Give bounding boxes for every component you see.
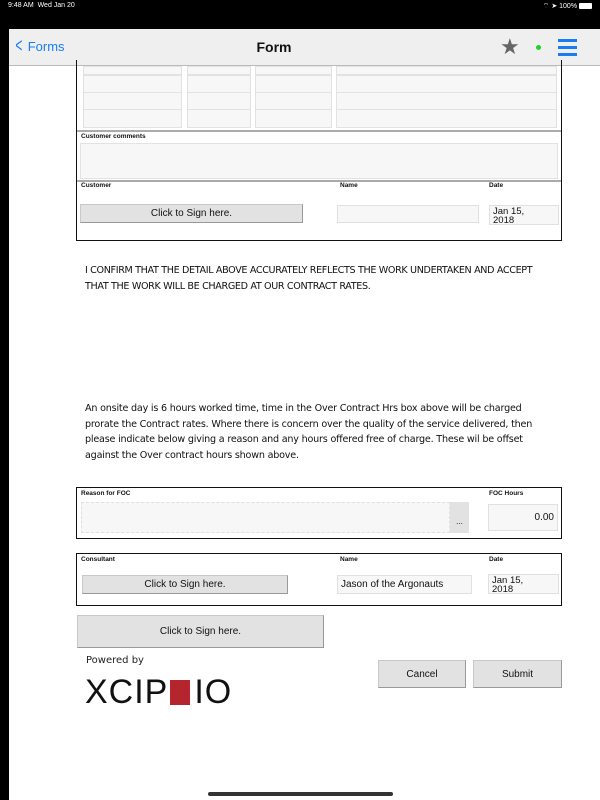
table-cell[interactable] bbox=[187, 66, 251, 75]
table-cell[interactable] bbox=[255, 66, 332, 75]
status-date: Wed Jan 20 bbox=[37, 2, 75, 9]
table-cell[interactable] bbox=[336, 92, 557, 110]
status-bar bbox=[0, 0, 600, 12]
consultant-sign-button[interactable]: Click to Sign here. bbox=[82, 575, 288, 594]
chevron-left-icon: < bbox=[15, 35, 23, 57]
page-title: Form bbox=[256, 39, 292, 55]
table-cell[interactable] bbox=[83, 92, 182, 110]
table-cell[interactable] bbox=[336, 109, 557, 128]
reason-more-button[interactable]: ... bbox=[450, 502, 469, 533]
table-cell[interactable] bbox=[255, 75, 332, 93]
foc-hours-label: FOC Hours bbox=[489, 490, 524, 497]
reason-input[interactable] bbox=[81, 502, 450, 533]
table-cell[interactable] bbox=[187, 75, 251, 93]
name-label: Name bbox=[340, 182, 358, 189]
status-time: 9:48 AM bbox=[8, 2, 34, 9]
consultant-date-label: Date bbox=[489, 556, 504, 563]
comments-label: Customer comments bbox=[81, 133, 146, 140]
comments-input[interactable] bbox=[80, 143, 558, 179]
powered-by-label: Powered by bbox=[86, 655, 144, 666]
divider bbox=[77, 130, 561, 132]
star-icon[interactable]: ★ bbox=[500, 34, 520, 59]
online-dot-icon bbox=[536, 45, 541, 50]
submit-button[interactable]: Submit bbox=[473, 660, 562, 688]
consultant-date-field[interactable]: Jan 15, 2018 bbox=[488, 574, 559, 594]
table-cell[interactable] bbox=[255, 92, 332, 110]
reason-label: Reason for FOC bbox=[81, 490, 131, 497]
consultant-name-field[interactable]: Jason of the Argonauts bbox=[337, 575, 472, 594]
date-label: Date bbox=[489, 182, 504, 189]
wifi-icon: ⌔ ➤ bbox=[542, 3, 560, 10]
table-cell[interactable] bbox=[187, 92, 251, 110]
menu-icon[interactable] bbox=[558, 39, 577, 56]
xcipio-logo: XCIP IO bbox=[85, 673, 233, 711]
table-cell[interactable] bbox=[336, 75, 557, 93]
confirm-text: I CONFIRM THAT THE DETAIL ABOVE ACCURATELY REFLECTS THE WORK UNDERTAKEN AND ACCEPT THAT THE WORK WILL BE CHARGED AT OUR CONTRACT RATES. bbox=[85, 265, 533, 292]
customer-sign-button[interactable]: Click to Sign here. bbox=[80, 204, 303, 223]
customer-label: Customer bbox=[81, 182, 112, 189]
back-label: Forms bbox=[27, 38, 65, 54]
table-cell[interactable] bbox=[83, 75, 182, 93]
table-cell[interactable] bbox=[255, 109, 332, 128]
table-cell[interactable] bbox=[187, 109, 251, 128]
onsite-text: An onsite day is 6 hours worked time, time in the Over Contract Hrs box above will be charged prorate the Contract rates. Where there is concern over the quality of the service delivered, then please indicate below giving a reason and any hours offered free of charge. These wil be offset against the Over contract hours shown above. bbox=[85, 403, 533, 461]
home-indicator bbox=[208, 792, 393, 796]
customer-name-field[interactable] bbox=[337, 205, 479, 223]
table-cell[interactable] bbox=[83, 109, 182, 128]
foc-hours-input[interactable]: 0.00 bbox=[488, 504, 558, 531]
table-cell[interactable] bbox=[336, 66, 557, 75]
battery-text: 100% bbox=[559, 3, 578, 10]
logo-square-icon bbox=[170, 680, 190, 705]
table-cell[interactable] bbox=[83, 66, 182, 75]
extra-sign-button[interactable]: Click to Sign here. bbox=[77, 615, 324, 648]
consultant-label: Consultant bbox=[81, 556, 115, 563]
customer-date-field[interactable]: Jan 15, 2018 bbox=[489, 205, 559, 225]
consultant-name-label: Name bbox=[340, 556, 358, 563]
battery-icon bbox=[579, 3, 592, 9]
cancel-button[interactable]: Cancel bbox=[378, 660, 466, 688]
